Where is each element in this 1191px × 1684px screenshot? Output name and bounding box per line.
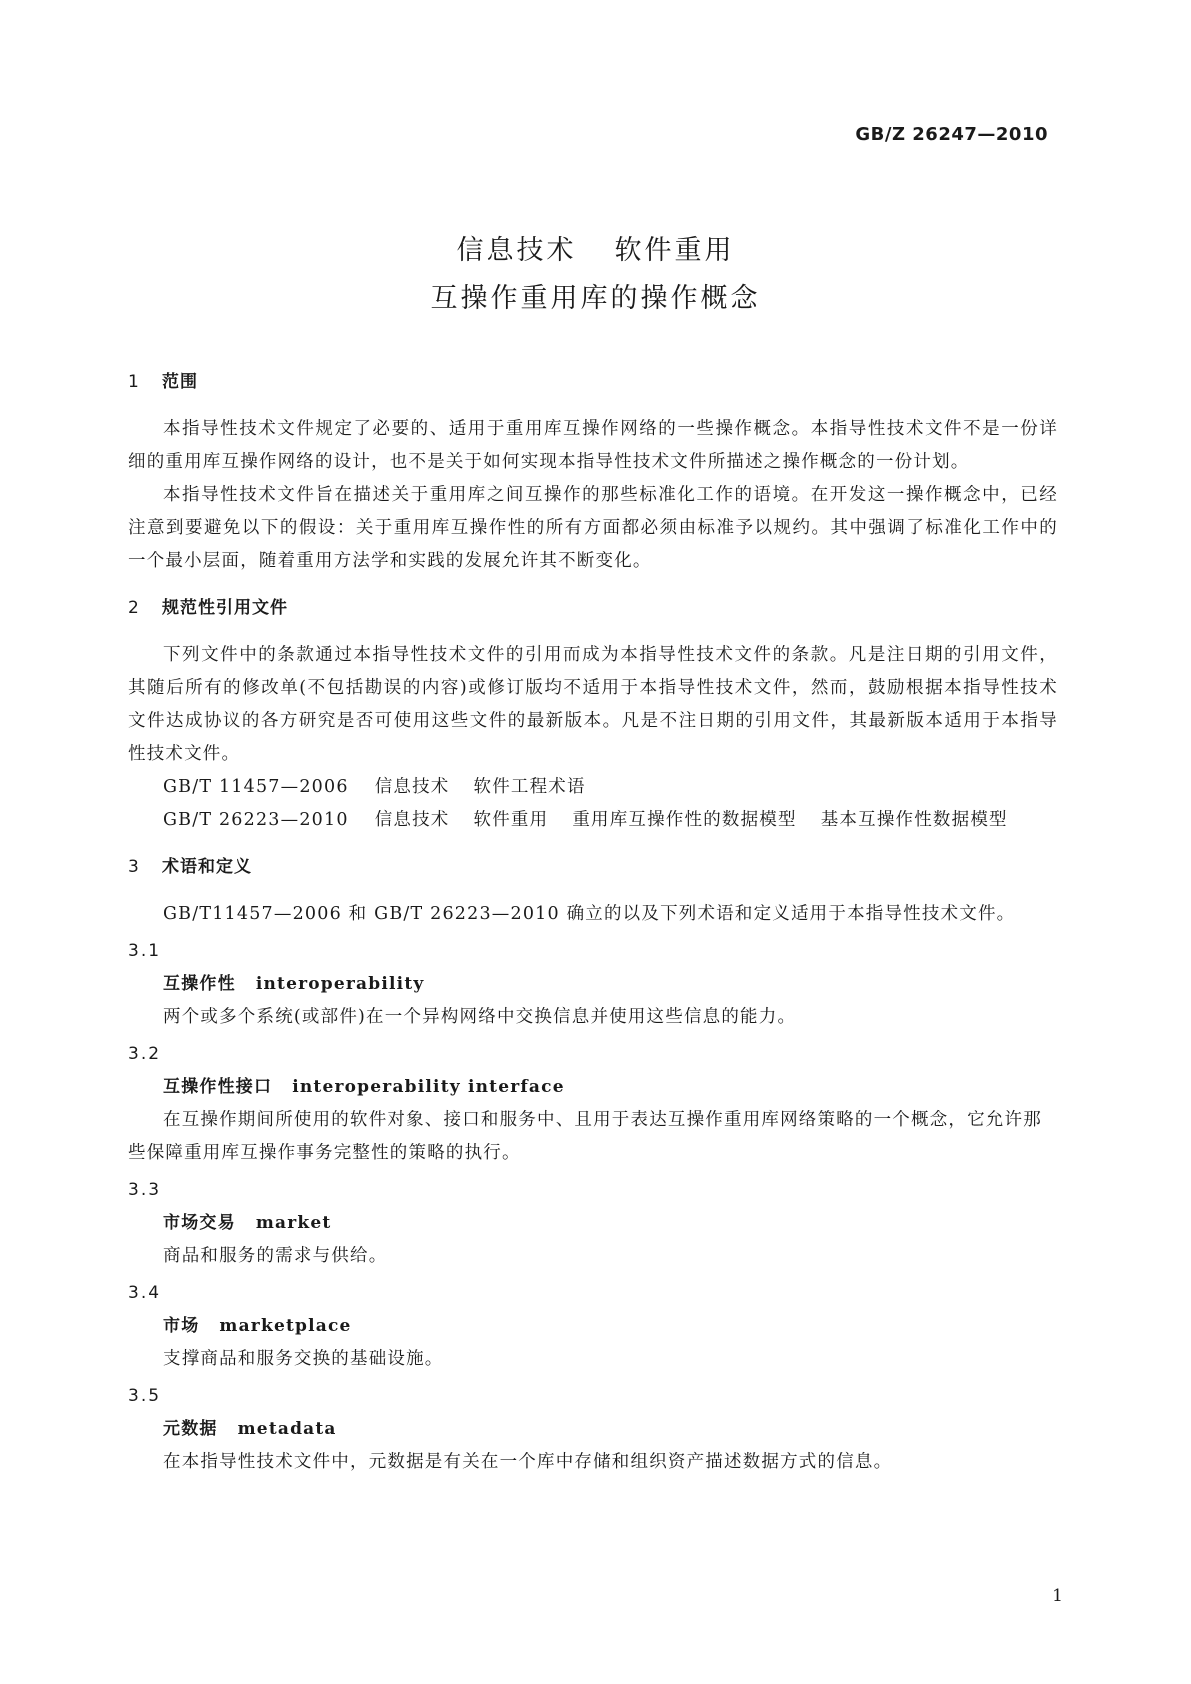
term-entry <box>128 1174 1058 1273</box>
standard-code: GB/Z 26247—2010 <box>855 124 1048 145</box>
term-definition: 商品和服务的需求与供给。 <box>163 1246 388 1266</box>
term-definition: 在互操作期间所使用的软件对象、接口和服务中、且用于表达互操作重用库网络策略的一个概念，它允许那些保障重用库互操作事务完整性的策略的执行。 <box>128 1110 1042 1163</box>
paragraph: 本指导性技术文件旨在描述关于重用库之间互操作的那些标准化工作的语境。在开发这一操作概念中，已经注意到要避免以下的假设：关于重用库互操作性的所有方面都必须由标准予以规约。其中强调了标准化工作中的一个最小层面，随着重用方法学和实践的发展允许其不断变化。 <box>128 485 1058 571</box>
term-definition: 在本指导性技术文件中，元数据是有关在一个库中存储和组织资产描述数据方式的信息。 <box>163 1452 893 1472</box>
reference-code: GB/T 26223—2010 <box>163 810 349 830</box>
reference-item <box>128 804 1058 837</box>
term-name <box>128 1310 1058 1343</box>
reference-part: 软件重用 <box>473 810 549 830</box>
section-number: 3 <box>128 857 140 877</box>
term-entry <box>128 935 1058 1034</box>
title-part-b: 软件重用 <box>614 235 735 266</box>
term-zh: 元数据 <box>163 1419 218 1439</box>
reference-item <box>128 771 1058 804</box>
section-title: 术语和定义 <box>162 857 252 877</box>
term-zh: 市场交易 <box>163 1213 236 1233</box>
term-zh: 市场 <box>163 1316 200 1336</box>
section-number: 1 <box>128 372 140 392</box>
reference-part: 软件工程术语 <box>473 777 586 797</box>
reference-part: 重用库互操作性的数据模型 <box>572 810 797 830</box>
term-zh: 互操作性接口 <box>163 1077 273 1097</box>
reference-code: GB/T 11457—2006 <box>163 777 349 797</box>
title-part-a: 信息技术 <box>456 235 577 266</box>
term-number: 3.1 <box>128 941 162 961</box>
section-title: 范围 <box>162 372 198 392</box>
term-definition: 两个或多个系统(或部件)在一个异构网络中交换信息并使用这些信息的能力。 <box>163 1007 797 1027</box>
paragraph: 下列文件中的条款通过本指导性技术文件的引用而成为本指导性技术文件的条款。凡是注日期的引用文件，其随后所有的修改单(不包括勘误的内容)或修订版均不适用于本指导性技术文件，然而，鼓励根据本指导性技术文件达成协议的各方研究是否可使用这些文件的最新版本。凡是不注日期的引用文件，其最新版本适用于本指导性技术文件。 <box>128 645 1058 764</box>
term-number: 3.5 <box>128 1386 162 1406</box>
document-body <box>128 364 1058 1479</box>
term-number: 3.3 <box>128 1180 162 1200</box>
section-heading-scope <box>128 366 1058 399</box>
section-heading-terms-definitions <box>128 851 1058 884</box>
section-title: 规范性引用文件 <box>162 598 288 618</box>
term-en: interoperability interface <box>292 1077 565 1097</box>
paragraph: 本指导性技术文件规定了必要的、适用于重用库互操作网络的一些操作概念。本指导性技术文件不是一份详细的重用库互操作网络的设计，也不是关于如何实现本指导性技术文件所描述之操作概念的一份计划。 <box>128 419 1058 472</box>
term-zh: 互操作性 <box>163 974 236 994</box>
reference-part: 基本互操作性数据模型 <box>820 810 1008 830</box>
section-number: 2 <box>128 598 140 618</box>
document-title-line-1 <box>0 228 1191 267</box>
term-name <box>128 1071 1058 1104</box>
page-number: 1 <box>1052 1586 1063 1606</box>
term-en: interoperability <box>255 974 425 994</box>
reference-part: 信息技术 <box>374 777 450 797</box>
term-name <box>128 1207 1058 1240</box>
term-number: 3.4 <box>128 1283 162 1303</box>
reference-part: 信息技术 <box>374 810 450 830</box>
term-en: market <box>255 1213 332 1233</box>
term-definition: 支撑商品和服务交换的基础设施。 <box>163 1349 444 1369</box>
term-en: marketplace <box>219 1316 352 1336</box>
term-entry <box>128 1038 1058 1170</box>
term-number: 3.2 <box>128 1044 162 1064</box>
document-title-line-2: 互操作重用库的操作概念 <box>430 283 761 314</box>
section-heading-normative-references <box>128 592 1058 625</box>
term-entry <box>128 1277 1058 1376</box>
term-entry <box>128 1380 1058 1479</box>
term-name <box>128 968 1058 1001</box>
term-en: metadata <box>237 1419 337 1439</box>
paragraph: GB/T11457—2006 和 GB/T 26223—2010 确立的以及下列术语和定义适用于本指导性技术文件。 <box>163 904 1016 924</box>
term-name <box>128 1413 1058 1446</box>
